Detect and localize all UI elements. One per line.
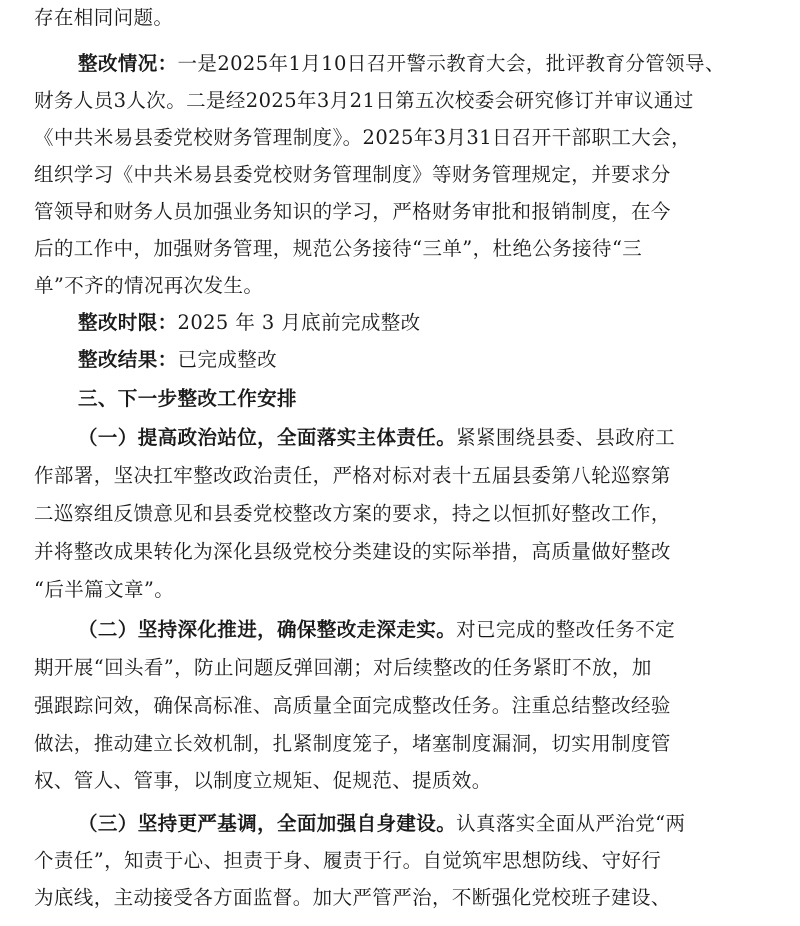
- line-text: 单”不齐的情况再次发生。: [34, 274, 264, 297]
- paragraph-line: [34, 0, 173, 36]
- line-text: 并将整改成果转化为深化县级党校分类建设的实际举措，高质量做好整改: [34, 540, 671, 563]
- subsection-title: （一）提高政治站位，全面落实主体责任。: [78, 426, 457, 449]
- paragraph-line: [34, 688, 671, 724]
- line-text: 《中共米易县委党校财务管理制度》。2025年3月31日召开干部职工大会，: [34, 126, 691, 149]
- subsection-title: （三）坚持更严基调，全面加强自身建设。: [78, 812, 457, 835]
- paragraph-line: [34, 157, 671, 193]
- line-text: 后的工作中，加强财务管理，规范公务接待“三单”，杜绝公务接待“三: [34, 237, 643, 260]
- line-text: 财务人员3人次。二是经2025年3月21日第五次校委会研究修订并审议通过: [34, 89, 694, 112]
- paragraph-line: [34, 83, 694, 119]
- line-text: 二巡察组反馈意见和县委党校整改方案的要求，持之以恒抓好整改工作，: [34, 502, 671, 525]
- paragraph-line: [34, 843, 661, 879]
- paragraph-line: [34, 880, 671, 916]
- line-text: 存在相同问题。: [34, 6, 174, 29]
- paragraph-line: [34, 496, 671, 532]
- paragraph-line: [34, 726, 671, 762]
- line-text: 2025 年 3 月底前完成整改: [177, 311, 421, 334]
- line-text: “后半篇文章”。: [34, 578, 175, 601]
- section-heading: [78, 381, 297, 417]
- section-heading-text: 三、下一步整改工作安排: [78, 387, 297, 410]
- paragraph-line: [34, 231, 642, 267]
- rectification-result-line: [78, 342, 277, 378]
- line-text: 认真落实全面从严治党“两: [456, 812, 686, 835]
- rectification-status-line: [78, 46, 725, 82]
- subsection-title: （二）坚持深化推进，确保整改走深走实。: [78, 618, 457, 641]
- line-bold-label: 整改情况：: [78, 52, 178, 75]
- subsection-three-line: [78, 806, 685, 842]
- paragraph-line: [34, 534, 671, 570]
- paragraph-line: [34, 194, 671, 230]
- line-text: 管领导和财务人员加强业务知识的学习，严格财务审批和报销制度，在今: [34, 200, 671, 223]
- line-bold-label: 整改时限：: [78, 311, 178, 334]
- line-text: 强跟踪问效，确保高标准、高质量全面完成整改任务。注重总结整改经验: [34, 694, 671, 717]
- line-text: 期开展“回头看”，防止问题反弹回潮；对后续整改的任务紧盯不放，加: [34, 656, 652, 679]
- line-text: 个责任”，知责于心、担责于身、履责于行。自觉筑牢思想防线、守好行: [34, 849, 662, 872]
- line-text: 组织学习《中共米易县委党校财务管理制度》等财务管理规定，并要求分: [34, 163, 671, 186]
- line-text: 对已完成的整改任务不定: [456, 618, 676, 641]
- paragraph-line: [34, 120, 691, 156]
- line-text: 作部署，坚决扛牢整改政治责任，严格对标对表十五届县委第八轮巡察第: [34, 464, 671, 487]
- rectification-deadline-line: [78, 305, 421, 341]
- subsection-two-line: [78, 612, 675, 648]
- line-bold-label: 整改结果：: [78, 348, 178, 371]
- line-text: 权、管人、管事，以制度立规矩、促规范、提质效。: [34, 769, 492, 792]
- paragraph-line: [34, 572, 174, 608]
- paragraph-line: [34, 763, 492, 799]
- line-text: 紧紧围绕县委、县政府工: [456, 426, 676, 449]
- paragraph-line: [34, 458, 671, 494]
- subsection-one-line: [78, 420, 675, 456]
- paragraph-line: [34, 268, 263, 304]
- line-text: 做法，推动建立长效机制，扎紧制度笼子，堵塞制度漏洞，切实用制度管: [34, 732, 671, 755]
- line-text: 为底线，主动接受各方面监督。加大严管严治，不断强化党校班子建设、: [34, 886, 671, 909]
- line-text: 一是2025年1月10日召开警示教育大会，批评教育分管领导、: [177, 52, 725, 75]
- paragraph-line: [34, 650, 652, 686]
- line-text: 已完成整改: [177, 348, 278, 371]
